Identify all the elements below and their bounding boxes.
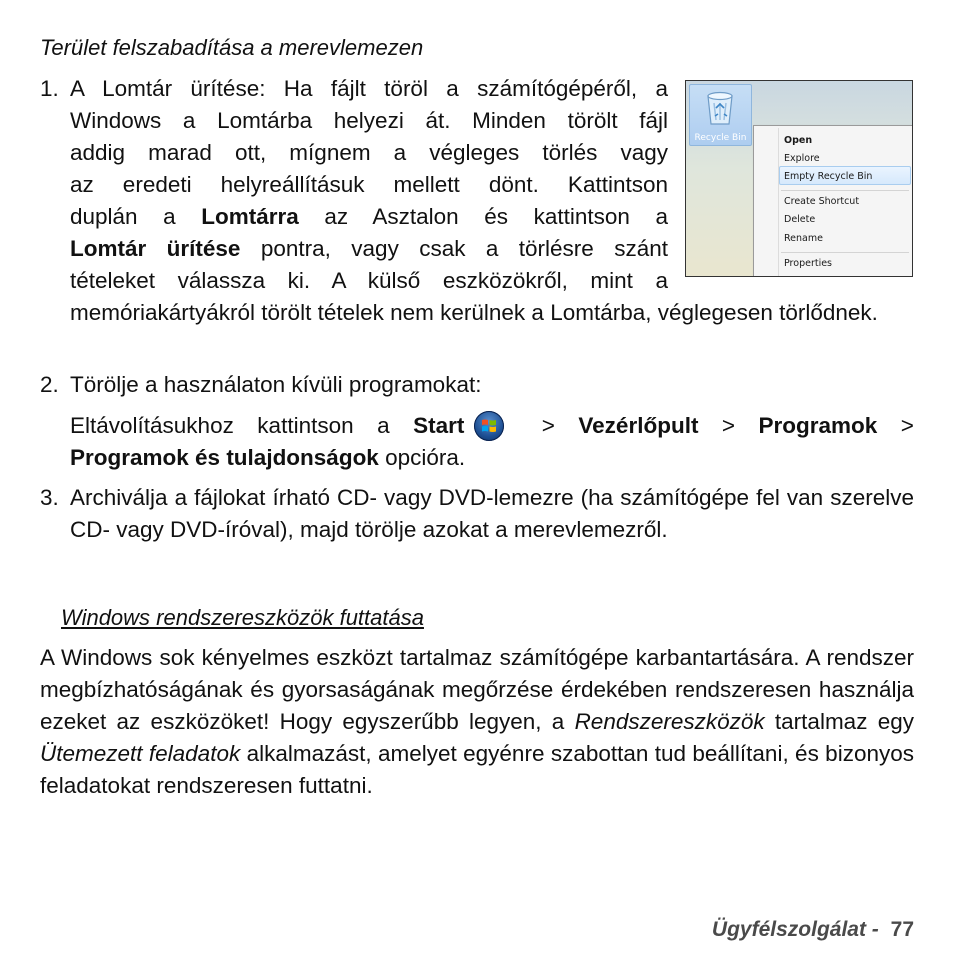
item2-line2 (70, 442, 914, 474)
windows-start-icon (474, 411, 504, 441)
item2-programok: Programok (758, 413, 878, 438)
menu-item-create-shortcut[interactable]: Create Shortcut (784, 196, 860, 207)
gt-3: > (900, 413, 914, 438)
recycle-bin-label: Recycle Bin (694, 133, 747, 143)
recycle-bin-icon (703, 89, 737, 127)
item1-line3: addig marad ott, mígnem a végleges törlés vagy (70, 140, 668, 165)
item1-line6-post: pontra, vagy csak a törlésre szánt (260, 236, 668, 261)
item1-line5-pre: duplán a (70, 204, 176, 229)
section2-title: Windows rendszereszközök futtatása (61, 605, 424, 630)
item1-line7: tételeket válassza ki. A külső eszközökről, mint a (70, 268, 668, 293)
item1-line2: Windows a Lomtárba helyezi át. Minden törölt fájl (70, 108, 668, 133)
item1-line6 (70, 233, 668, 265)
page-number: 77 (890, 918, 914, 941)
menu-item-open[interactable]: Open (784, 135, 813, 146)
item2-start: Start (413, 413, 465, 438)
para-part-3: alkalmazást, amelyet egyénre szabottan tud beállítani, és bizonyos feladatokat rendszeresen futtatni. (40, 741, 914, 798)
menu-separator (781, 252, 909, 253)
item2-vezerlopult: Vezérlőpult (578, 413, 699, 438)
para-rendszereszkozok: Rendszereszközök (574, 709, 765, 734)
recycle-bin-screenshot (685, 80, 913, 277)
section-title: Terület felszabadítása a merevlemezen (40, 35, 424, 60)
item1-line5-post: az Asztalon és kattintson a (324, 204, 668, 229)
list-number-2: 2. (40, 372, 59, 397)
list-item-1 (70, 73, 668, 297)
gt-1: > (541, 413, 555, 438)
recycle-bin-tile (689, 84, 752, 146)
item2-prog-tul: Programok és tulajdonságok (70, 445, 379, 470)
gt-2: > (721, 413, 736, 438)
menu-item-rename[interactable]: Rename (784, 233, 823, 244)
menu-item-empty-recycle-bin[interactable]: Empty Recycle Bin (784, 171, 873, 182)
menu-item-properties[interactable]: Properties (784, 258, 833, 269)
menu-gutter (778, 128, 779, 276)
item1-line1: A Lomtár ürítése: Ha fájlt töröl a számítógépéről, a (70, 76, 668, 101)
footer-label: Ügyfélszolgálat - (711, 918, 879, 941)
item3-text: Archiválja a fájlokat írható CD- vagy DVD-lemezre (ha számítógépe fel van szerelve CD- vagy DVD-íróval), majd törölje azokat a merevlemezről. (70, 485, 914, 542)
item2-pre: Eltávolításukhoz kattintson a (70, 413, 390, 438)
menu-item-explore[interactable]: Explore (784, 153, 820, 164)
para-utemezett-feladatok: Ütemezett feladatok (40, 741, 241, 766)
menu-separator (781, 190, 909, 191)
page-footer (712, 914, 914, 946)
item2-post: opcióra. (385, 445, 466, 470)
context-menu (753, 125, 913, 277)
item1-lomtarra: Lomtárra (201, 204, 299, 229)
menu-item-delete[interactable]: Delete (784, 214, 816, 225)
item2-text: Törölje a használaton kívüli programokat: (70, 372, 482, 397)
item2-paragraph (70, 410, 914, 474)
item1-line4: az eredeti helyreállításuk mellett dönt. Kattintson (70, 172, 668, 197)
item1-line5 (70, 201, 668, 233)
item1-rest: memóriakártyákról törölt tételek nem kerülnek a Lomtárba, véglegesen törlődnek. (70, 300, 878, 325)
para-part-1: A Windows sok kényelmes eszközt tartalmaz számítógépe karbantartására. A rendszer megbízhatóságának és gyorsaságának megőrzése érdekében rendszeresen használja ezeket az eszközöket! Hogy egyszerűbb legyen, a (40, 645, 914, 734)
item1-lomtar-uritese: Lomtár ürítése (70, 236, 241, 261)
body-paragraph (40, 642, 914, 802)
para-part-2: tartalmaz egy (774, 709, 914, 734)
list-number-1: 1. (40, 76, 59, 101)
list-number-3: 3. (40, 485, 59, 510)
item2-line1 (70, 410, 914, 442)
